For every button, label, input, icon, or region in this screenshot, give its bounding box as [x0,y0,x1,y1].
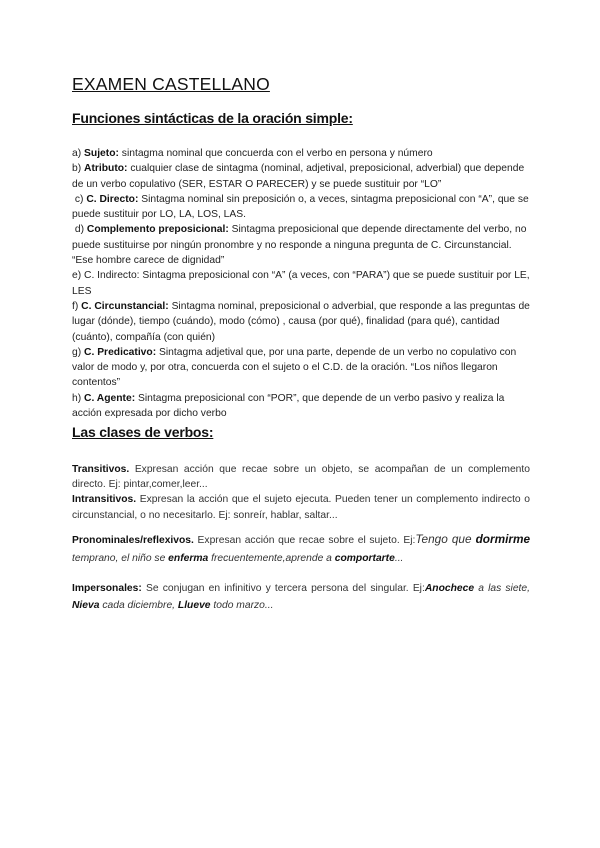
item-text: sintagma nominal que concuerda con el verbo en persona y número [118,148,433,159]
list-item [72,391,530,422]
term-intransitivos: Intransitivos. [72,494,137,506]
example-verb: Llueve [177,599,211,611]
example-text: Tengo que [415,532,476,546]
verbs-impersonal-block [72,581,530,614]
list-item [72,299,530,345]
term-impersonales: Impersonales: [72,583,142,594]
list-item [72,345,530,391]
example-text: frecuentemente,aprende a [208,552,335,564]
item-prefix: a) [72,148,85,159]
paragraph-intransitivos [72,492,530,522]
section-heading-verbos: Las clases de verbos: [72,424,214,440]
example-verb: dormirme [475,532,531,546]
item-prefix: h) [72,392,85,404]
example-text: todo marzo... [210,599,274,611]
paragraph-transitivos [72,462,530,492]
term-transitivos: Transitivos. [72,464,130,475]
item-term: C. Directo: [86,193,139,205]
verbs-pronominal-block [72,531,530,567]
item-term: Complemento preposicional: [86,224,229,236]
item-text: Sintagma preposicional que depende directamente del verbo, no puede sustituirse por ningún pronombre y no responde a ninguna pregunta de C. Circunstancial. “Ese hombre carece de dignidad” [72,224,527,267]
text-pronominales: Expresan acción que recae sobre el sujeto. Ej: [193,535,416,546]
example-text: temprano, el niño se [72,552,169,564]
list-item [72,192,530,223]
item-prefix: f) [72,300,82,312]
item-prefix: g) [72,346,85,358]
item-text: e) C. Indirecto: Sintagma preposicional con “A” (a veces, con “PARA”) que se puede sustituir por LE, LES [72,270,530,297]
paragraph-impersonales [72,581,530,614]
list-item [72,146,530,161]
item-text: Sintagma preposicional con “POR”, que depende de un verbo pasivo y realiza la acción expresada por dicho verbo [72,392,505,420]
term-pronominales: Pronominales/reflexivos. [72,535,194,546]
item-text: Sintagma adjetival que, por una parte, depende de un verbo no copulativo con valor de modo y, por otra, concuerda con el sujeto o el C.D. de la oración. “Los niños llegaron contentos” [72,346,517,389]
item-term: C. Agente: [84,392,136,404]
section-heading-funciones: Funciones sintácticas de la oración simple: [72,110,353,126]
example-text: a las siete, [474,583,530,594]
item-prefix: d) [72,224,87,236]
item-text: cualquier clase de sintagma (nominal, adjetival, preposicional, adverbial) que depende de un verbo copulativo (SER, ESTAR O PARECER) y se puede sustituir por “LO” [72,163,525,190]
item-term: C. Circunstancial: [81,300,169,312]
item-text: Sintagma nominal sin preposición o, a veces, sintagma preposicional con “A”, que se puede sustituir por LO, LA, LOS, LAS. [72,193,529,221]
page-title: EXAMEN CASTELLANO [72,74,270,94]
example-text: cada diciembre, [99,599,178,611]
item-prefix: b) [72,163,85,175]
paragraph-pronominales [72,531,530,567]
text-impersonales: Se conjugan en infinitivo y tercera persona del singular. Ej: [141,583,425,594]
example-verb: Anochece [424,583,475,594]
list-item [72,222,530,268]
item-term: Sujeto: [84,148,119,159]
item-prefix: c) [72,193,87,205]
item-term: Atributo: [84,163,128,175]
verbs-transitive-block [72,462,530,523]
text-intransitivos: Expresan la acción que el sujeto ejecuta. Pueden tener un complemento indirecto o circunstancial, o no necesitarlo. Ej: sonreír, hablar, saltar... [72,494,530,521]
list-item [72,161,530,192]
example-verb: comportarte [334,552,395,564]
text-transitivos: Expresan acción que recae sobre un objeto, se acompañan de un complemento directo. Ej: pintar,comer,leer... [72,464,530,491]
example-verb: enferma [168,552,209,564]
functions-list [72,146,530,421]
item-text: Sintagma nominal, preposicional o adverbial, que responde a las preguntas de lugar (dónde), tiempo (cuándo), modo (cómo) , causa (por qué), finalidad (para qué), cantidad (cuánto), compañía (con quién) [72,300,530,343]
item-term: C. Predicativo: [84,346,157,358]
example-verb: Nieva [72,599,100,611]
example-text: ... [394,552,404,564]
list-item [72,268,530,299]
